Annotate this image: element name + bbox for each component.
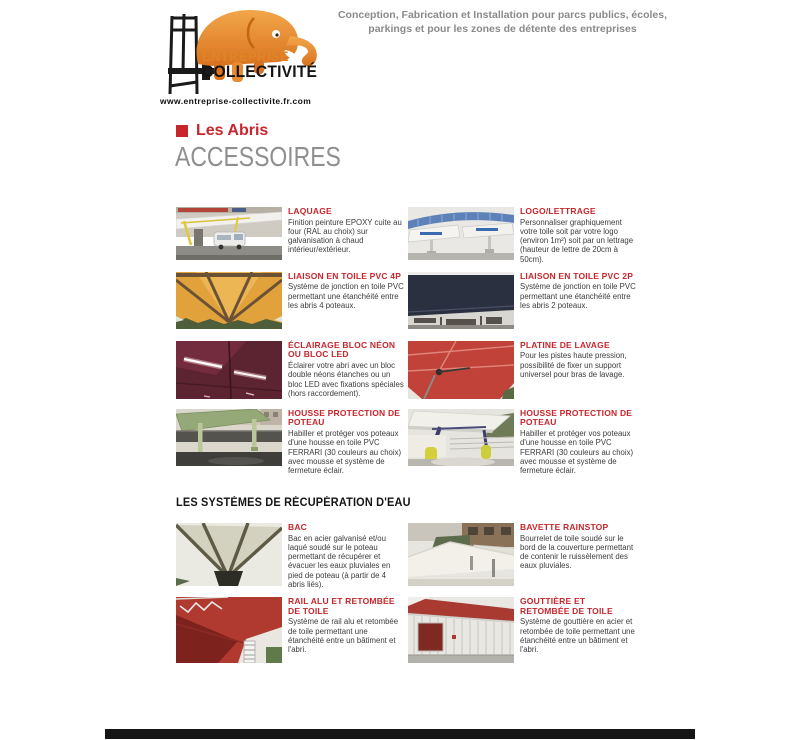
photo-liaison-toile-pvc-4p bbox=[176, 272, 282, 329]
accessory-description: Pour les pistes haute pression, possibilité de fixer un support universel pour bras de lavage. bbox=[520, 351, 627, 380]
photo-housse-protection-poteau-verte bbox=[176, 409, 282, 466]
page-title: ACCESSOIRES bbox=[175, 141, 341, 172]
brand-line-2: COLLECTIVITÉ bbox=[202, 62, 318, 81]
accessory-item-liaison-4p bbox=[176, 272, 406, 329]
accessory-title: LIAISON EN TOILE PVC 4P bbox=[288, 270, 402, 281]
accessory-description: Habiller et protéger vos poteaux d'une housse en toile PVC FERRARI (30 couleurs au choix) avec mousse et système de fermeture éclair. bbox=[288, 428, 402, 476]
photo-gouttiere-retombee-toile bbox=[408, 597, 514, 663]
photo-rail-alu-retombee-toile bbox=[176, 597, 282, 663]
accessory-item-eclairage bbox=[176, 341, 406, 399]
accessory-description: Système de jonction en toile PVC permettant une étanchéité entre les abris 2 poteaux. bbox=[520, 282, 636, 311]
water-item-title: BAVETTE RAINSTOP bbox=[520, 522, 609, 532]
website-url: www.entreprise-collectivite.fr.com bbox=[160, 96, 312, 106]
photo-bavette-rainstop bbox=[408, 523, 514, 586]
photo-housse-protection-poteau-jaune bbox=[408, 409, 514, 466]
photo-bac bbox=[176, 523, 282, 586]
water-item-description: Système de gouttière en acier et retombée de toile permettant une étanchéité entre un bâtiment et l'abri. bbox=[520, 617, 635, 655]
accessory-description: Habiller et protéger vos poteaux d'une housse en toile PVC FERRARI (30 couleurs au choix) avec mousse et système de fermeture éclair. bbox=[520, 428, 634, 476]
red-square-bullet-icon bbox=[176, 125, 188, 137]
accessory-item-platine-lavage bbox=[408, 341, 638, 399]
photo-eclairage-bloc-neon-led bbox=[176, 341, 282, 399]
water-item-description: Bac en acier galvanisé et/ou laqué soudé sur le poteau permettant de récupérer et évacuer les eaux pluviales en pied de poteau (à partir de 4 abris liés). bbox=[288, 533, 391, 589]
section-kicker bbox=[176, 123, 268, 139]
header-tagline bbox=[330, 8, 675, 36]
accessory-description: Personnaliser graphiquement votre toile soit par votre logo (environ 1m²) soit par un lettrage (hauteur de lettre de 20cm à 50cm). bbox=[520, 217, 634, 264]
water-item-description: Bourrelet de toile soudé sur le bord de la couverture permettant de contenir le ruissèlement des eaux pluviales. bbox=[520, 533, 634, 571]
water-item-title: GOUTTIÈRE ET RETOMBÉE DE TOILE bbox=[520, 596, 613, 616]
subsection-title: LES SYSTÈMES DE RÉCUPÉRATION D'EAU bbox=[176, 497, 411, 509]
accessory-item-laquage bbox=[176, 207, 406, 264]
accessory-title: ÉCLAIRAGE BLOC NÉON OU BLOC LED bbox=[288, 339, 396, 360]
accessory-item-liaison-2p bbox=[408, 272, 638, 329]
water-systems-grid bbox=[176, 523, 638, 663]
water-item-title: BAC bbox=[288, 522, 308, 532]
water-item-bac bbox=[176, 523, 406, 589]
water-item-rail-alu bbox=[176, 597, 406, 663]
tagline-line-2: parkings et pour les zones de détente des entreprises bbox=[368, 23, 637, 35]
accessory-title: HOUSSE PROTECTION DE POTEAU bbox=[520, 407, 633, 428]
water-item-gouttiere bbox=[408, 597, 638, 663]
footer-bar bbox=[105, 729, 695, 739]
tagline-line-1: Conception, Fabrication et Installation pour parcs publics, écoles, bbox=[337, 9, 668, 21]
accessory-item-housse-poteau-2 bbox=[408, 409, 638, 475]
water-item-title: RAIL ALU ET RETOMBÉE DE TOILE bbox=[288, 596, 395, 616]
accessory-item-logo-lettrage bbox=[408, 207, 638, 264]
accessory-item-housse-poteau-1 bbox=[176, 409, 406, 475]
accessory-title: PLATINE DE LAVAGE bbox=[520, 339, 610, 350]
brand-name bbox=[202, 49, 317, 80]
brand-line-1: ENTREPRISE bbox=[202, 48, 289, 64]
accessory-title: LOGO/LETTRAGE bbox=[520, 206, 596, 216]
photo-laquage bbox=[176, 207, 282, 260]
water-item-description: Système de rail alu et retombée de toile permettant une étanchéité entre un bâtiment et l'abri. bbox=[288, 617, 399, 655]
photo-liaison-toile-pvc-2p bbox=[408, 272, 514, 329]
accessory-title: LIAISON EN TOILE PVC 2P bbox=[520, 270, 634, 281]
company-logo bbox=[158, 2, 358, 98]
accessory-description: Système de jonction en toile PVC permettant une étanchéité entre les abris 4 poteaux. bbox=[288, 282, 404, 311]
accessory-title: HOUSSE PROTECTION DE POTEAU bbox=[288, 407, 401, 428]
section-kicker-label: Les Abris bbox=[196, 122, 269, 139]
accessories-grid bbox=[176, 207, 638, 475]
accessory-title: LAQUAGE bbox=[288, 206, 332, 216]
water-item-bavette bbox=[408, 523, 638, 589]
accessory-description: Éclairer votre abri avec un bloc double néons étanches ou un bloc LED avec fixations spéciales (hors raccordement). bbox=[288, 360, 404, 398]
photo-platine-de-lavage bbox=[408, 341, 514, 399]
accessory-description: Finition peinture EPOXY cuite au four (RAL au choix) sur galvanisation à chaud intérieur/extérieur. bbox=[288, 217, 402, 255]
photo-logo-lettrage bbox=[408, 207, 514, 260]
